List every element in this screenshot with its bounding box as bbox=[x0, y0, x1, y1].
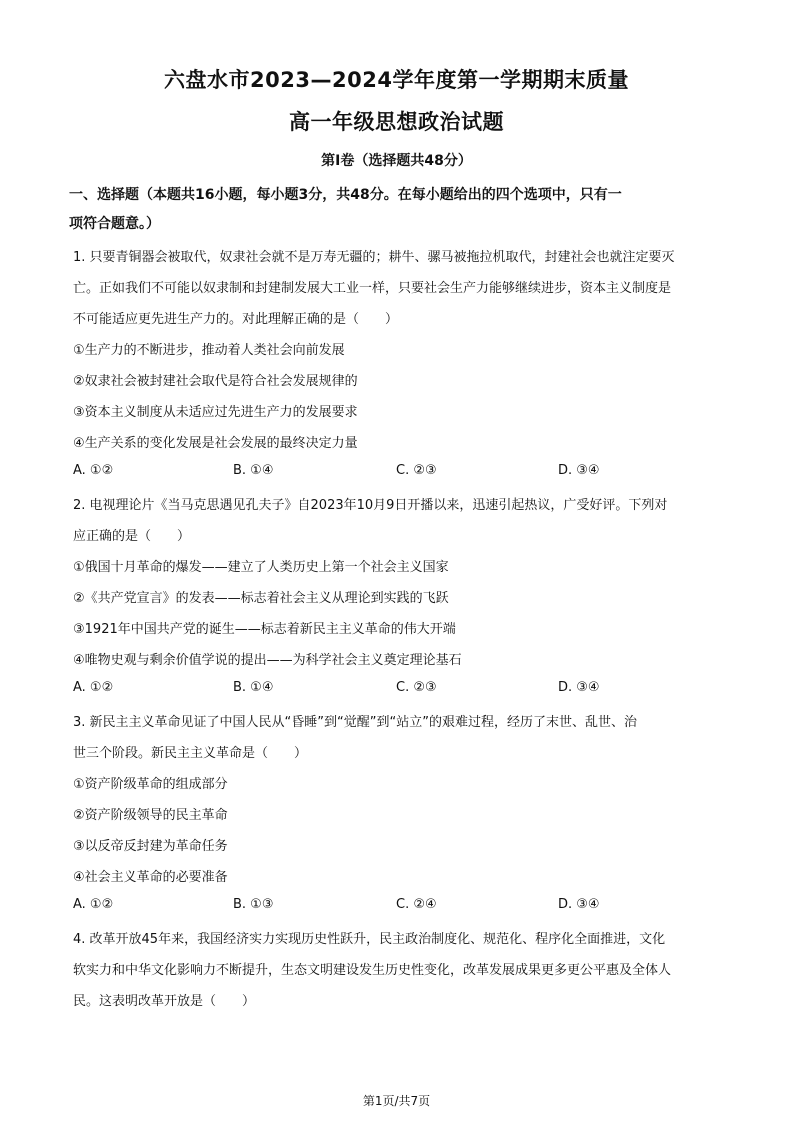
q3-stem-line2: 世三个阶段。新民主主义革命是（ ） bbox=[73, 746, 308, 761]
q3-option-b[interactable]: B. ①③ bbox=[233, 897, 274, 912]
q1-option-c[interactable]: C. ②③ bbox=[396, 463, 437, 478]
q3-item3: ③以反帝反封建为革命任务 bbox=[73, 839, 228, 854]
q3-option-d[interactable]: D. ③④ bbox=[558, 897, 600, 912]
q2-stem-line1: 2. 电视理论片《当马克思遇见孔夫子》自2023年10月9日开播以来，迅速引起热议，广受好评。下列对 bbox=[73, 498, 668, 513]
q2-item4: ④唯物史观与剩余价值学说的提出——为科学社会主义奠定理论基石 bbox=[73, 653, 462, 668]
q1-option-b[interactable]: B. ①④ bbox=[233, 463, 274, 478]
q3-item1: ①资产阶级革命的组成部分 bbox=[73, 777, 228, 792]
q2-item3: ③1921年中国共产党的诞生——标志着新民主主义革命的伟大开端 bbox=[73, 622, 456, 637]
q2-option-d[interactable]: D. ③④ bbox=[558, 680, 600, 695]
page-number: 第1页/共7页 bbox=[362, 1094, 431, 1108]
q1-stem-line3: 不可能适应更先进生产力的。对此理解正确的是（ ） bbox=[73, 312, 399, 327]
exam-title-line1: 六盘水市2023—2024学年度第一学期期末质量 bbox=[164, 68, 629, 92]
q3-option-a[interactable]: A. ①② bbox=[73, 897, 114, 912]
q1-option-d[interactable]: D. ③④ bbox=[558, 463, 600, 478]
q2-option-c[interactable]: C. ②③ bbox=[396, 680, 437, 695]
q1-option-a[interactable]: A. ①② bbox=[73, 463, 114, 478]
q2-option-b[interactable]: B. ①④ bbox=[233, 680, 274, 695]
q4-stem-line2: 软实力和中华文化影响力不断提升，生态文明建设发生历史性变化，改革发展成果更多更公平惠及全体人 bbox=[73, 963, 672, 978]
q4-stem-line3: 民。这表明改革开放是（ ） bbox=[73, 994, 256, 1009]
q2-item2: ②《共产党宣言》的发表——标志着社会主义从理论到实践的飞跃 bbox=[73, 591, 449, 606]
q1-stem-line2: 亡。正如我们不可能以奴隶制和封建制发展大工业一样，只要社会生产力能够继续进步，资本主义制度是 bbox=[73, 281, 672, 296]
q2-item1: ①俄国十月革命的爆发——建立了人类历史上第一个社会主义国家 bbox=[73, 560, 449, 575]
q1-item1: ①生产力的不断进步，推动着人类社会向前发展 bbox=[73, 343, 345, 358]
q2-stem-line2: 应正确的是（ ） bbox=[73, 529, 191, 544]
q1-stem-line1: 1. 只要青铜器会被取代，奴隶社会就不是万寿无疆的；耕牛、骡马被拖拉机取代，封建社会也就注定要灭 bbox=[73, 250, 675, 265]
volume-heading: 第I卷（选择题共48分） bbox=[321, 153, 472, 169]
q1-item3: ③资本主义制度从未适应过先进生产力的发展要求 bbox=[73, 405, 358, 420]
q1-item4: ④生产关系的变化发展是社会发展的最终决定力量 bbox=[73, 436, 358, 451]
q2-option-a[interactable]: A. ①② bbox=[73, 680, 114, 695]
q3-option-c[interactable]: C. ②④ bbox=[396, 897, 437, 912]
exam-title-line2: 高一年级思想政治试题 bbox=[289, 110, 504, 134]
q1-item2: ②奴隶社会被封建社会取代是符合社会发展规律的 bbox=[73, 374, 358, 389]
section-heading-line1: 一、选择题（本题共16小题，每小题3分，共48分。在每小题给出的四个选项中，只有一 bbox=[69, 187, 622, 203]
section-heading-line2: 项符合题意。） bbox=[69, 216, 160, 232]
q4-stem-line1: 4. 改革开放45年来，我国经济实力实现历史性跃升，民主政治制度化、规范化、程序化全面推进，文化 bbox=[73, 932, 666, 947]
q3-item4: ④社会主义革命的必要准备 bbox=[73, 870, 228, 885]
q3-item2: ②资产阶级领导的民主革命 bbox=[73, 808, 228, 823]
q3-stem-line1: 3. 新民主主义革命见证了中国人民从“昏睡”到“觉醒”到“站立”的艰难过程，经历了末世、乱世、治 bbox=[73, 715, 637, 730]
